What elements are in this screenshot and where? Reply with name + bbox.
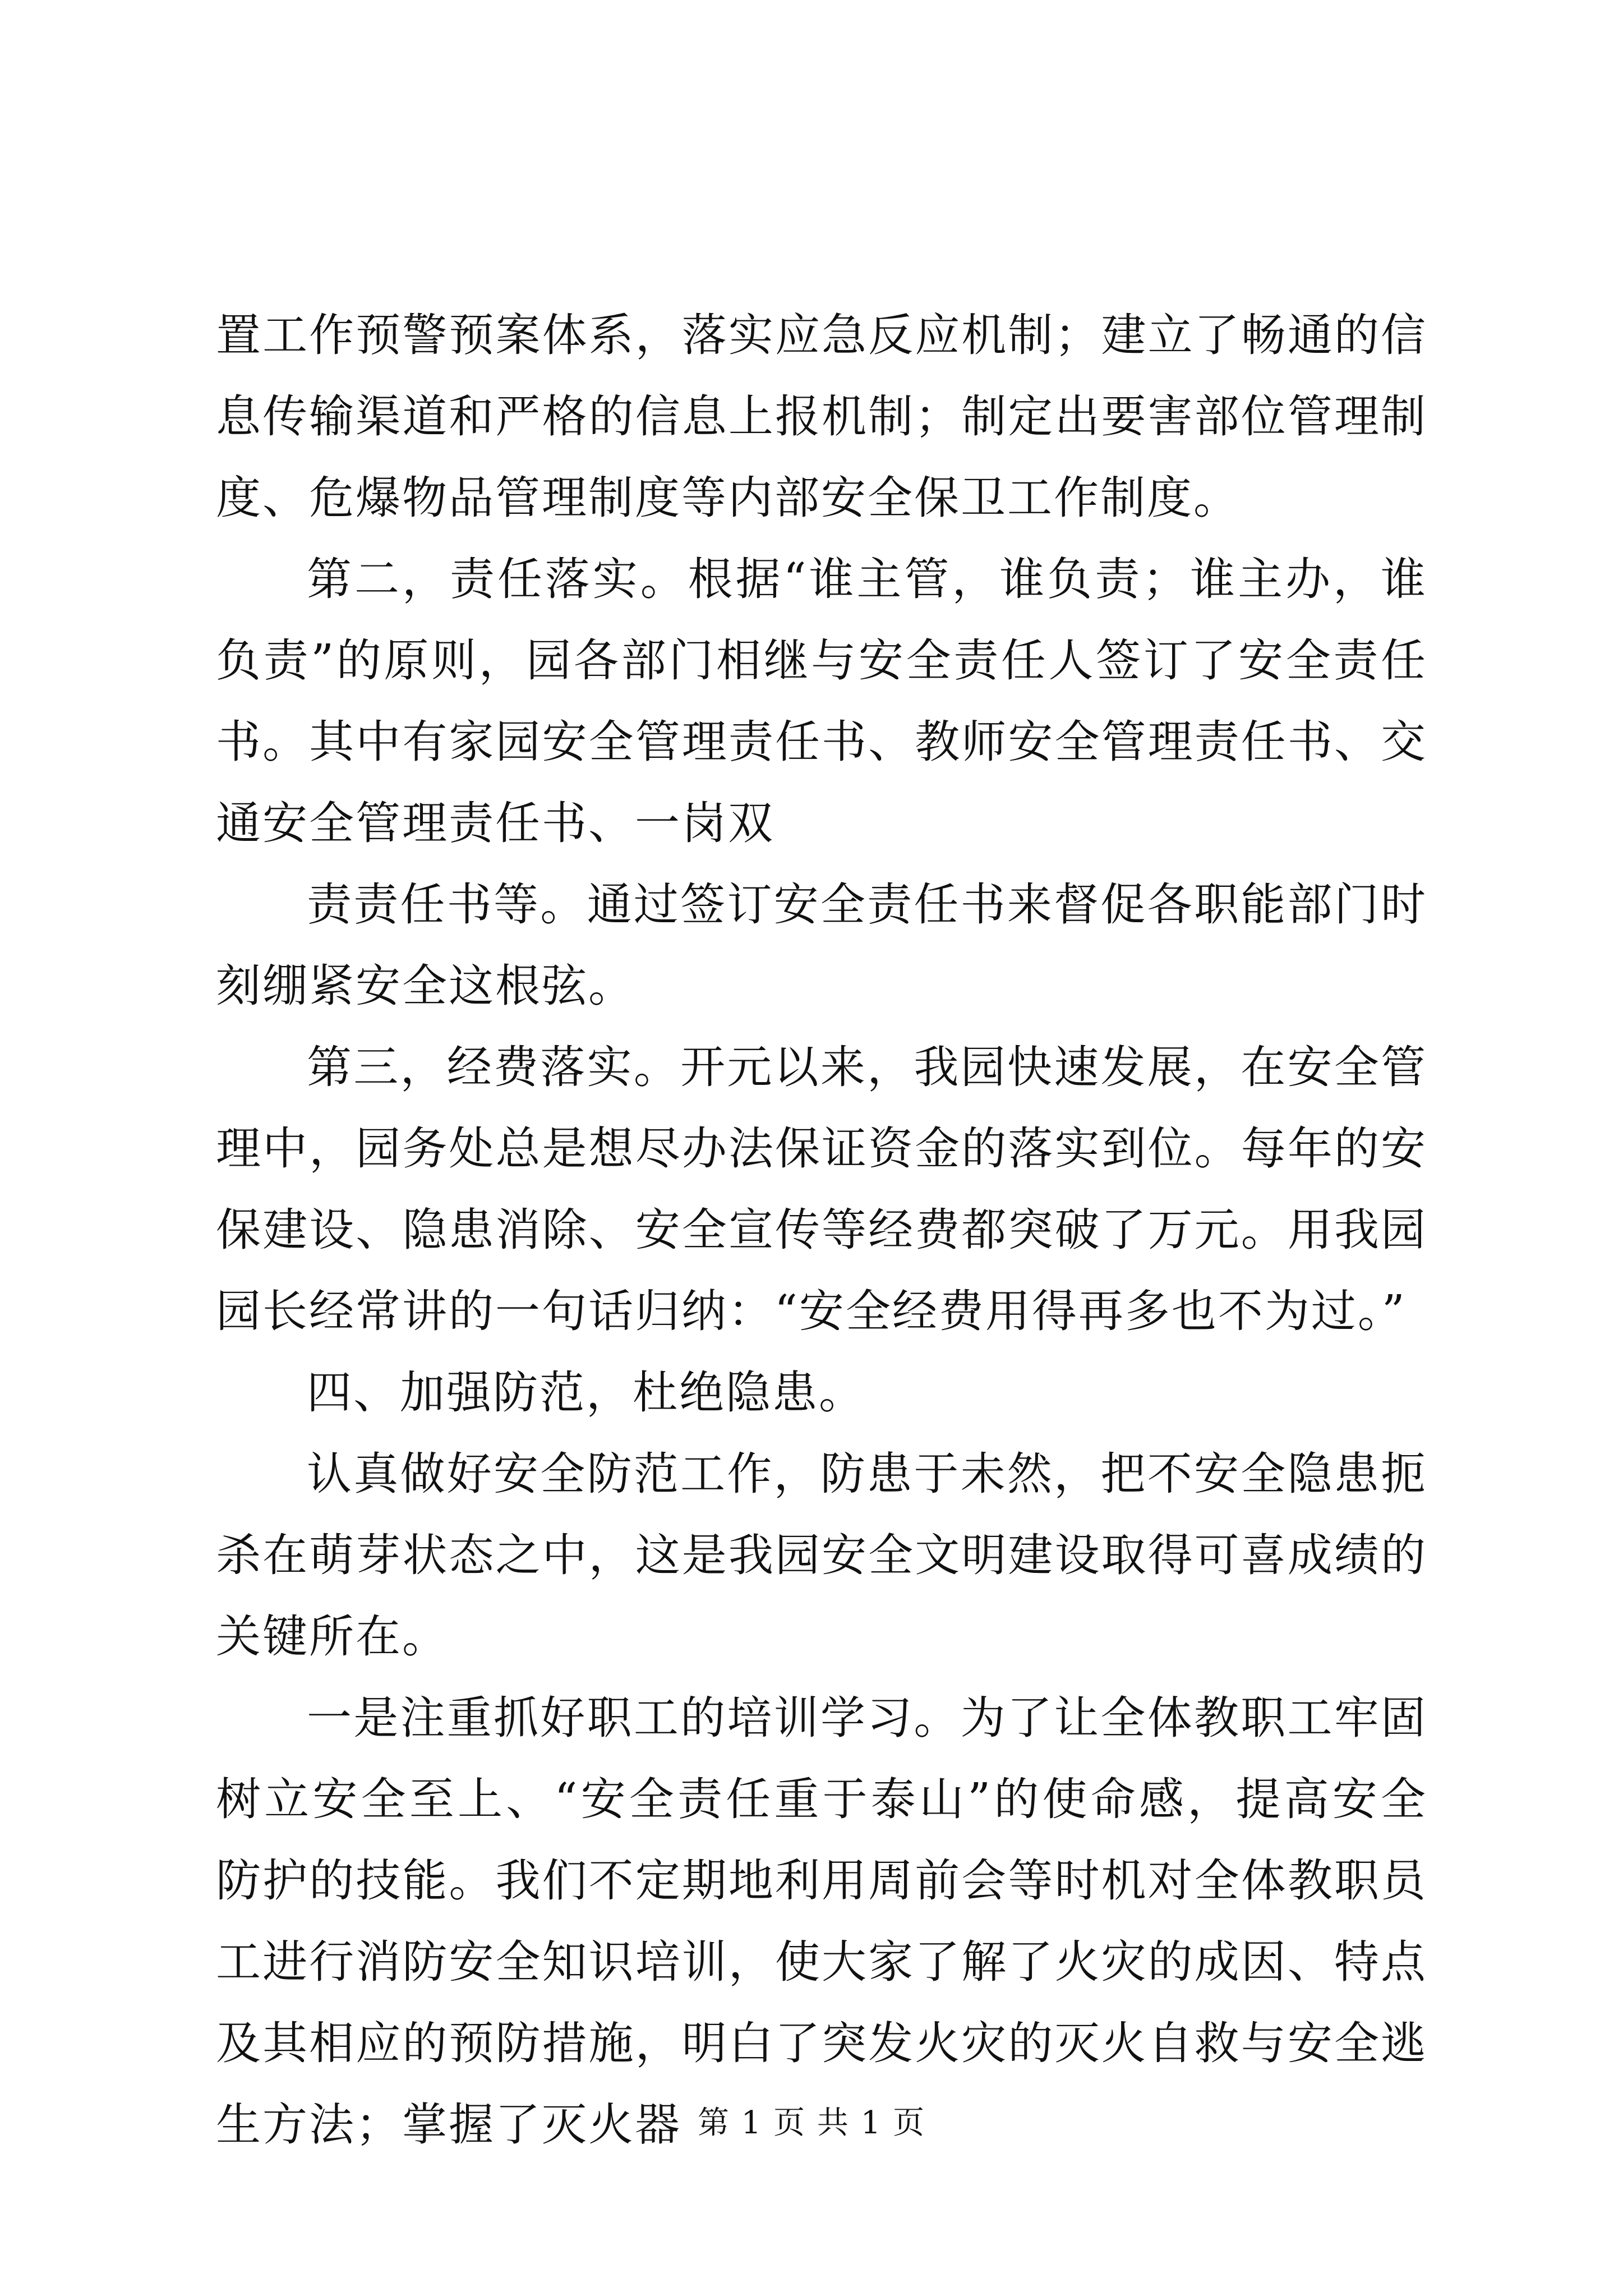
paragraph-4: 第三，经费落实。开元以来，我园快速发展，在安全管理中，园务处总是想尽办法保证资金的落实到位。每年的安保建设、隐患消除、安全宣传等经费都突破了万元。用我园园长经常讲的一句话归纳：“安全经费用得再多也不为过。”	[216, 1041, 1427, 1337]
page-footer: 第 1 页 共 1 页	[697, 2105, 926, 2141]
paragraph-6: 认真做好安全防范工作，防患于未然，把不安全隐患扼杀在萌芽状态之中，这是我园安全文明建设取得可喜成绩的关键所在。	[216, 1448, 1427, 1663]
paragraph-1: 置工作预警预案体系，落实应急反应机制；建立了畅通的信息传输渠道和严格的信息上报机制；制定出要害部位管理制度、危爆物品管理制度等内部安全保卫工作制度。	[216, 309, 1427, 524]
paragraph-5-heading: 四、加强防范，杜绝隐患。	[307, 1366, 865, 1419]
paragraph-3: 责责任书等。通过签订安全责任书来督促各职能部门时刻绷紧安全这根弦。	[216, 878, 1427, 1012]
document-body	[216, 295, 1427, 2165]
paragraph-7: 一是注重抓好职工的培训学习。为了让全体教职工牢固树立安全至上、“安全责任重于泰山”的使命感，提高安全防护的技能。我们不定期地利用周前会等时机对全体教职员工进行消防安全知识培训，使大家了解了火灾的成因、特点及其相应的预防措施，明白了突发火灾的灭火自救与安全逃生方法；掌握了灭火器	[216, 1692, 1427, 2151]
paragraph-2: 第二，责任落实。根据“谁主管，谁负责；谁主办，谁负责”的原则，园各部门相继与安全责任人签订了安全责任书。其中有家园安全管理责任书、教师安全管理责任书、交通安全管理责任书、一岗双	[216, 553, 1427, 849]
